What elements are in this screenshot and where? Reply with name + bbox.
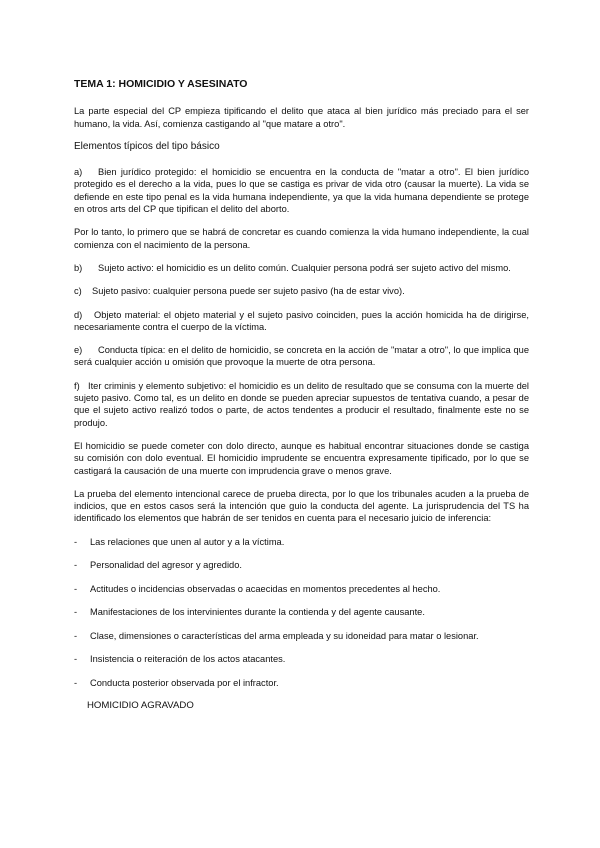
list-item: - Insistencia o reiteración de los actos atacantes. [74, 654, 286, 665]
item-text: Conducta típica: en el delito de homicidio, se concreta en la acción de "matar a otro", lo que implica que será cualquier acción u omisión que provoque la muerte de otra persona. [74, 345, 529, 368]
dash-bullet: - [74, 560, 78, 571]
subheading-homicidio-agravado: HOMICIDIO AGRAVADO [87, 700, 194, 712]
dash-bullet: - [74, 583, 78, 594]
list-item: - Actitudes o incidencias observadas o acaecidas en momentos precedentes al hecho. [74, 583, 441, 594]
item-letter: b) [74, 262, 83, 273]
item-letter: d) [74, 309, 83, 320]
item-text: Iter criminis y elemento subjetivo: el homicidio es un delito de resultado que se consuma con la muerte del sujeto pasivo. Como tal, es un delito en donde se pueden apreciar supuestos de tentativa cuando, a pesar de que el sujeto activo realizó todos o parte, de actos tendentes a producir el resultado, finalmente este no se produjo. [74, 380, 529, 428]
dash-bullet: - [74, 630, 78, 641]
dash-bullet: - [74, 536, 78, 547]
item-b [74, 262, 529, 274]
item-letter: c) [74, 286, 82, 297]
intro-paragraph: La parte especial del CP empieza tipificando el delito que ataca al bien jurídico más preciado para el ser humano, la vida. Así, comienza castigando al "que matare a otro". [74, 106, 529, 129]
inference-list [74, 536, 529, 689]
document-page [74, 78, 529, 712]
dash-bullet: - [74, 607, 78, 618]
prueba-paragraph: La prueba del elemento intencional carece de prueba directa, por lo que los tribunales acuden a la prueba de indicios, que en estos casos será la intención que guio la conducta del agente. La jurisprudencia del TS ha identificado los elementos que habrán de ser tenidos en cuenta para el necesario juicio de inferencia: [74, 488, 529, 524]
item-text: Sujeto activo: el homicidio es un delito común. Cualquier persona podrá ser sujeto activo del mismo. [98, 262, 511, 273]
list-item: - Conducta posterior observada por el infractor. [74, 677, 279, 688]
section-heading: Elementos típicos del tipo básico [74, 140, 220, 152]
item-text: Sujeto pasivo: cualquier persona puede ser sujeto pasivo (ha de estar vivo). [92, 286, 405, 297]
item-letter: f) [74, 380, 80, 391]
list-item: - Las relaciones que unen al autor y a la víctima. [74, 536, 285, 547]
list-item: - Personalidad del agresor y agredido. [74, 560, 242, 571]
item-letter: a) [74, 167, 83, 178]
item-e [74, 344, 529, 369]
item-d [74, 309, 529, 334]
dash-bullet: - [74, 677, 78, 688]
item-f [74, 380, 529, 429]
dash-bullet: - [74, 654, 78, 665]
list-item: - Manifestaciones de los intervinientes durante la contienda y del agente causante. [74, 607, 425, 618]
item-text: Bien jurídico protegido: el homicidio se encuentra en la conducta de "matar a otro". El bien jurídico protegido es el derecho a la vida, pues lo que se castiga es privar de vida otro (causar la muerte). La vida se defiende en este tipo penal es la vida humana independiente, ya que la vida humana dependiente se protege en otros arts del CP que tipifican el delito del aborto. [74, 167, 529, 215]
document-title: TEMA 1: HOMICIDIO Y ASESINATO [74, 78, 248, 90]
list-item: - Clase, dimensiones o características del arma empleada y su idoneidad para matar o lesionar. [74, 630, 479, 641]
item-a-continuation: Por lo tanto, lo primero que se habrá de concretar es cuando comienza la vida humano independiente, la cual comienza con el nacimiento de la persona. [74, 227, 529, 250]
item-letter: e) [74, 345, 83, 356]
dolo-paragraph: El homicidio se puede cometer con dolo directo, aunque es habitual encontrar situaciones donde se castiga su comisión con dolo eventual. El homicidio imprudente se encuentra expresamente tipificado, por lo que se castigará la causación de una muerte con imprudencia grave o menos grave. [74, 440, 529, 476]
item-text: Objeto material: el objeto material y el sujeto pasivo coinciden, pues la acción homicida ha de dirigirse, necesariamente contra el cuerpo de la víctima. [74, 309, 529, 332]
item-a [74, 166, 529, 215]
item-c [74, 285, 529, 297]
